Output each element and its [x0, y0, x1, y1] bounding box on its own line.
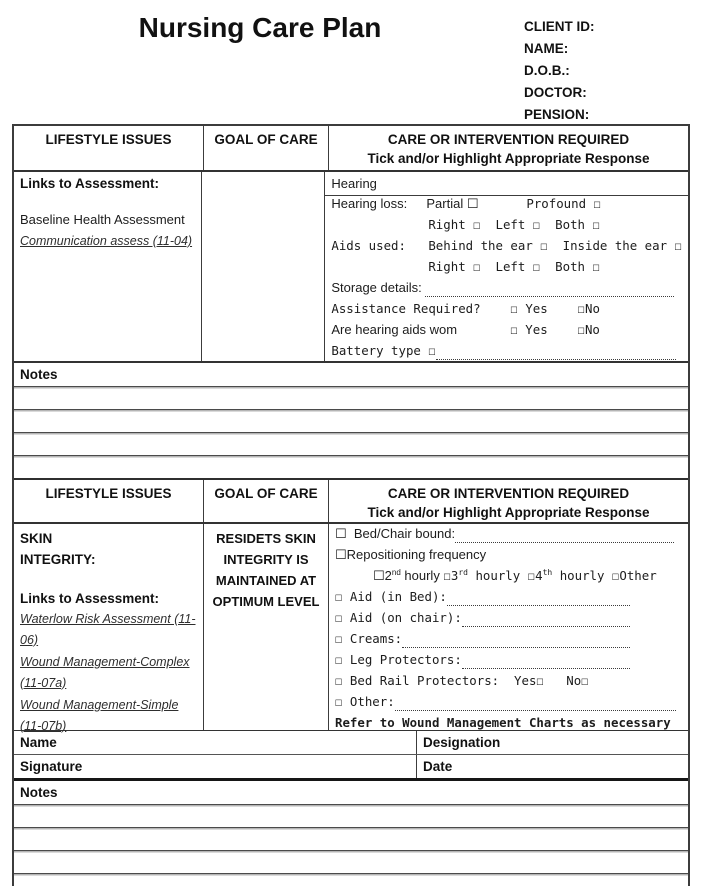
col-header-care-intervention [329, 126, 688, 170]
form-line [335, 547, 682, 568]
hearing-care-lines [325, 196, 688, 364]
notes-label-1: Notes [20, 367, 58, 382]
care-header-line2: Tick and/or Highlight Appropriate Response [367, 505, 650, 520]
text-segment: ☐ Yes ☐No [510, 322, 600, 337]
form-line [335, 610, 682, 631]
notes1-empty-row[interactable] [14, 409, 688, 432]
text-segment: rd [458, 568, 468, 577]
col-header-lifestyle-issues-2: LIFESTYLE ISSUES [14, 480, 204, 522]
notes-label-2: Notes [20, 785, 58, 800]
date-label: Date [423, 759, 453, 774]
signature-date-row [14, 754, 688, 781]
text-segment: Battery type ☐ [331, 343, 436, 358]
lifestyle-cell-skin-integrity [14, 524, 204, 733]
care-header-line1: CARE OR INTERVENTION REQUIRED [387, 486, 630, 501]
notes2-empty-row[interactable] [14, 827, 688, 850]
notes1-empty-row[interactable] [14, 432, 688, 455]
notes2-empty-row[interactable] [14, 873, 688, 886]
page-title: Nursing Care Plan [138, 12, 382, 43]
notes1-empty-row[interactable] [14, 455, 688, 478]
text-segment: Refer to Wound Management Charts as necessary [335, 715, 671, 730]
text-segment: Storage details: [331, 280, 426, 295]
text-segment: Hearing loss: [331, 196, 408, 211]
care-plan-table [12, 124, 690, 886]
wound-management-complex-link[interactable]: Wound Management-Complex (11-07a) [20, 655, 190, 690]
form-line [331, 238, 682, 259]
form-line [335, 631, 682, 652]
text-segment: Are hearing aids wom [331, 322, 458, 337]
dotted-input-line[interactable] [436, 359, 676, 360]
text-segment: nd [391, 568, 401, 577]
dotted-input-line[interactable] [462, 626, 630, 627]
links-to-assessment-heading-2: Links to Assessment: [20, 591, 160, 606]
col-header-lifestyle-issues: LIFESTYLE ISSUES [14, 126, 204, 170]
dotted-input-line[interactable] [462, 668, 630, 669]
form-line [331, 280, 682, 301]
text-segment: ☐ Aid (on chair): [335, 610, 462, 625]
name-label: Name [14, 731, 417, 754]
text-segment: ☐Repositioning frequency [335, 547, 487, 562]
client-dob-label: D.O.B.: [524, 63, 570, 78]
skin-care-lines [329, 524, 688, 736]
goal-of-care-cell-1 [202, 172, 326, 361]
form-line [335, 652, 682, 673]
text-segment: ☐ Other: [335, 694, 395, 709]
text-segment: Profound ☐ [526, 196, 601, 211]
document-header [0, 0, 702, 124]
notes2-empty-row[interactable] [14, 850, 688, 873]
form-line [335, 694, 682, 715]
dotted-input-line[interactable] [447, 605, 630, 606]
form-line [331, 196, 682, 217]
form-line [331, 322, 682, 343]
form-line [335, 589, 682, 610]
lifestyle-cell-hearing [14, 172, 202, 361]
text-segment: hourly [400, 568, 444, 583]
col-header-goal-of-care-2: GOAL OF CARE [204, 480, 329, 522]
text-segment: ☐2 [373, 568, 392, 583]
dotted-input-line[interactable] [425, 296, 674, 297]
dotted-input-line[interactable] [395, 710, 676, 711]
notes2-empty-row[interactable] [14, 804, 688, 827]
notes1-empty-row[interactable] [14, 386, 688, 409]
spacer [20, 191, 195, 209]
communication-assess-link[interactable]: Communication assess (11-04) [20, 234, 193, 248]
client-pension-label: PENSION: [524, 107, 590, 122]
text-segment: Assistance Required? ☐ Yes ☐No [331, 301, 600, 316]
name-designation-row [14, 731, 688, 754]
waterlow-risk-assessment-link[interactable]: Waterlow Risk Assessment (11-06) [20, 612, 196, 647]
text-segment: Partial ☐ [426, 196, 479, 211]
wound-management-simple-link[interactable]: Wound Management-Simple (11-07b) [20, 698, 179, 733]
col-header-goal-of-care: GOAL OF CARE [204, 126, 329, 170]
table1-header-row [14, 126, 688, 172]
text-segment: hourly ☐4 [468, 568, 543, 583]
form-line [331, 217, 682, 238]
form-line [335, 568, 682, 589]
table1-body-row [14, 172, 688, 363]
spacer [20, 570, 197, 588]
care-cell-hearing [325, 172, 688, 361]
dotted-input-line[interactable] [455, 542, 674, 543]
text-segment: ☐ Bed/Chair bound: [335, 526, 456, 541]
baseline-health-assessment-text: Baseline Health Assessment [20, 212, 185, 227]
text-segment: ☐ Aid (in Bed): [335, 589, 447, 604]
text-segment: Right ☐ Left ☐ Both ☐ [331, 217, 600, 232]
goal-of-care-cell-2: RESIDETS SKIN INTEGRITY IS MAINTAINED AT OPTIMUM LEVEL [204, 524, 329, 730]
table2-body-row [14, 524, 688, 731]
text-segment: ☐ Creams: [335, 631, 403, 646]
hearing-section-title: Hearing [325, 172, 688, 196]
dotted-input-line[interactable] [402, 647, 630, 648]
skin-title-line1: SKIN [20, 531, 53, 546]
form-line [331, 301, 682, 322]
signature-label: Signature [14, 755, 417, 778]
care-cell-skin-integrity [329, 524, 688, 730]
table2-header-row [14, 478, 688, 524]
form-line [335, 526, 682, 547]
designation-label: Designation [423, 735, 501, 750]
text-segment: ☐3 [443, 568, 459, 583]
form-line [335, 673, 682, 694]
links-to-assessment-heading: Links to Assessment: [20, 176, 160, 191]
text-segment: Aids used: Behind the ear ☐ Inside the ear ☐ [331, 238, 682, 253]
text-segment: ☐ Leg Protectors: [335, 652, 462, 667]
text-segment: th [542, 568, 553, 577]
client-doctor-label: DOCTOR: [524, 85, 587, 100]
client-info-block [524, 16, 595, 126]
client-id-label: CLIENT ID: [524, 19, 595, 34]
text-segment: Right ☐ Left ☐ Both ☐ [331, 259, 600, 274]
col-header-care-intervention-2 [329, 480, 688, 522]
text-segment: ☐ Bed Rail Protectors: Yes☐ No☐ [335, 673, 589, 688]
skin-title-line2: INTEGRITY: [20, 552, 96, 567]
form-line [331, 343, 682, 364]
client-name-label: NAME: [524, 41, 569, 56]
care-header-line1: CARE OR INTERVENTION REQUIRED [387, 132, 630, 147]
text-segment: hourly ☐Other [552, 568, 657, 583]
form-line [331, 259, 682, 280]
care-header-line2: Tick and/or Highlight Appropriate Response [367, 151, 650, 166]
